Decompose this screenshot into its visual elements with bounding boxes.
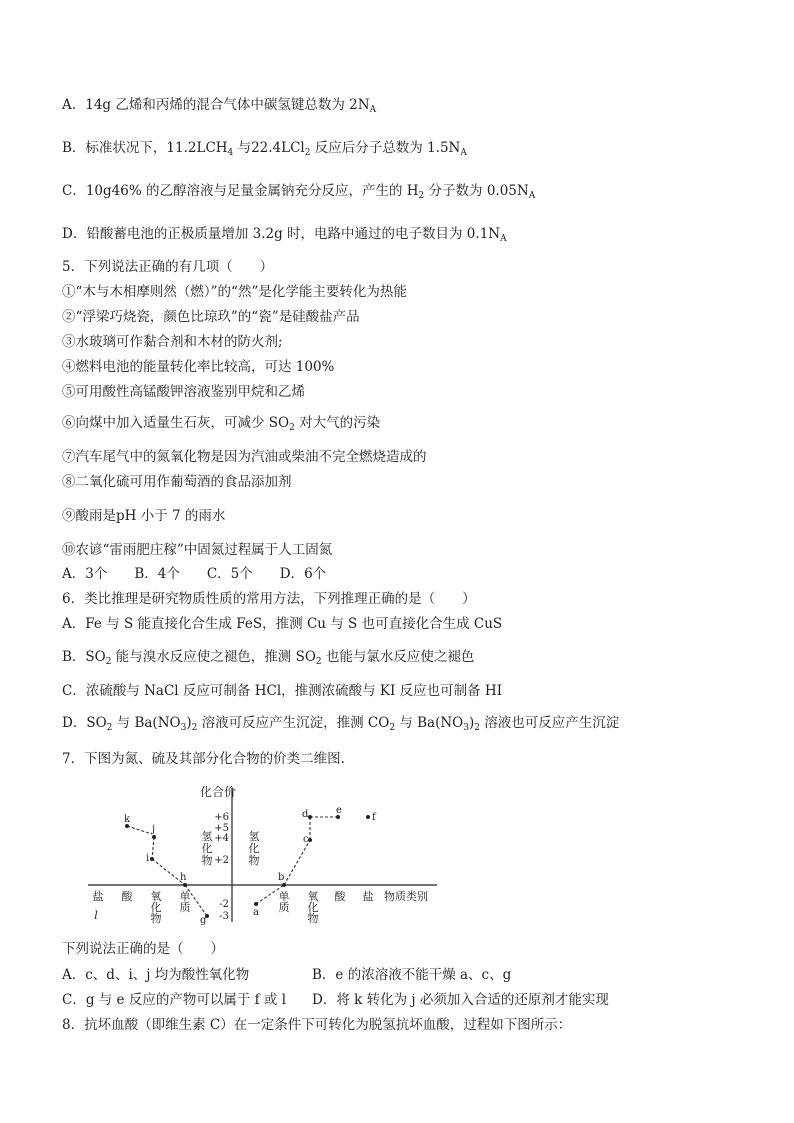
q4-option-a: A．14g 乙烯和丙烯的混合气体中碳氢键总数为 $2N_A$ (62, 97, 377, 115)
q4-option-d: D．铅酸蓄电池的正极质量增加 3.2g 时，电路中通过的电子数目为 $0.1N_A$ (62, 226, 507, 244)
q5-item-5: ⑤可用酸性高锰酸钾溶液鉴别甲烷和乙烯 (62, 384, 305, 400)
point-label-i: i (146, 853, 150, 864)
point-label-g: g (200, 915, 207, 926)
y-axis-label: 化合价 (200, 785, 237, 799)
point-label-e: e (336, 805, 342, 816)
q6-option-c: C．浓硫酸与 NaCl 反应可制备 HCl，推测浓硫酸与 KI 反应也可制备 HI (62, 683, 503, 699)
q4-option-b: B．标准状况下，$11.2LCH_4$ 与22.4LCl$_2$ 反应后分子总数为 $1.5N_A$ (62, 140, 467, 158)
y-tick-label: +2 (214, 855, 229, 866)
x-label-right-acid: 酸 (334, 890, 346, 903)
q5-options: A．3个 B．4个 C．5个 D．6个 (62, 566, 327, 582)
q5-stem: 5．下列说法正确的有几项（ ） (62, 259, 274, 275)
x-label-left-oxide: 氧化物 (150, 890, 162, 925)
q7-after-stem: 下列说法正确的是（ ） (62, 941, 224, 957)
x-label-left-acid: 酸 (121, 890, 133, 903)
q5-item-3: ③水玻璃可作黏合剂和木材的防火剂; (62, 334, 283, 350)
q5-item-10: ⑩农谚“雷雨肥庄稼”中固氮过程属于人工固氮 (62, 542, 333, 558)
x-label-left-salt: 盐 (92, 890, 104, 903)
q7-option-a: A．c、d、i、j 均为酸性氧化物 (62, 967, 250, 983)
point-label-j: j (152, 824, 156, 835)
point-label-l: l (94, 909, 98, 922)
y-tick-label: +6 (214, 812, 229, 823)
left-hydride-label: 氢化物 (201, 830, 213, 867)
point-i (150, 857, 154, 861)
q5-item-7: ⑦汽车尾气中的氮氧化物是因为汽油或柴油不完全燃烧造成的 (62, 449, 427, 465)
point-d (308, 815, 312, 819)
x-label-right-oxide: 氧化物 (307, 890, 319, 925)
valence-category-chart (82, 782, 442, 932)
point-label-f: f (372, 812, 376, 823)
q6-option-b: B．$SO_2$ 能与溴水反应使之褪色，推测 $SO_2$ 也能与氯水反应使之褪色 (62, 649, 475, 667)
point-label-h: h (180, 872, 187, 883)
point-label-c: c (303, 834, 309, 845)
point-label-d: d (302, 809, 309, 820)
y-tick-label: -3 (219, 911, 229, 922)
point-h (183, 883, 187, 887)
q7-option-d: D．将 k 转化为 j 必须加入合适的还原剂才能实现 (312, 992, 609, 1008)
point-j (152, 835, 156, 839)
q5-item-9: ⑨酸雨是pH 小于 7 的雨水 (62, 508, 226, 524)
q5-item-1: ①“木与木相摩则然（燃）”的“然”是化学能主要转化为热能 (62, 284, 407, 300)
q5-item-4: ④燃料电池的能量转化率比较高，可达 100% (62, 359, 335, 375)
q6-option-a: A．Fe 与 S 能直接化合生成 FeS，推测 Cu 与 S 也可直接化合生成 CuS (62, 616, 503, 632)
y-tick-label: +5 (214, 823, 229, 834)
point-a (254, 902, 258, 906)
q7-option-b: B．e 的浓溶液不能干燥 a、c、g (312, 967, 512, 983)
x-label-right-element: 单质 (278, 890, 290, 914)
right-hydride-label: 氢化物 (248, 830, 260, 867)
q4-option-c: C．10g46% 的乙醇溶液与足量金属钠充分反应，产生的 $H_2$ 分子数为 $0.05N_A$ (62, 183, 536, 201)
y-tick-label: +4 (214, 833, 229, 844)
x-label-right-salt: 盐 (362, 890, 374, 903)
q5-item-6: ⑥向煤中加入适量生石灰，可减少 $SO_2$ 对大气的污染 (62, 415, 381, 433)
q6-option-d: D．$SO_2$ 与 $Ba(NO_3)_2$ 溶液可反应产生沉淀，推测 $CO_2$ 与 $Ba(NO_3)_2$ 溶液也可反应产生沉淀 (62, 715, 620, 733)
x-axis-label: 物质类别 (384, 890, 428, 903)
point-b (282, 883, 286, 887)
q8-stem: 8．抗坏血酸（即维生素 C）在一定条件下可转化为脱氢抗坏血酸，过程如下图所示： (62, 1017, 572, 1033)
link-k-j (127, 826, 152, 834)
point-label-k: k (124, 814, 131, 825)
q7-stem: 7．下图为氮、硫及其部分化合物的价类二维图. (62, 751, 345, 767)
link-b-c (284, 840, 310, 885)
point-label-b: b (278, 872, 285, 883)
q7-option-c: C．g 与 e 反应的产物可以属于 f 或 l (62, 992, 287, 1008)
point-label-a: a (253, 907, 259, 918)
q6-stem: 6．类比推理是研究物质性质的常用方法，下列推理正确的是（ ） (62, 591, 476, 607)
link-j-i (152, 837, 154, 859)
x-label-left-element: 单质 (179, 890, 191, 914)
q5-item-8: ⑧二氧化硫可用作葡萄酒的食品添加剂 (62, 474, 292, 490)
q5-item-2: ②“浮梁巧烧瓷，颜色比琼玖”的“瓷”是硅酸盐产品 (62, 309, 360, 325)
y-tick-label: -2 (219, 899, 229, 910)
point-f (366, 815, 370, 819)
